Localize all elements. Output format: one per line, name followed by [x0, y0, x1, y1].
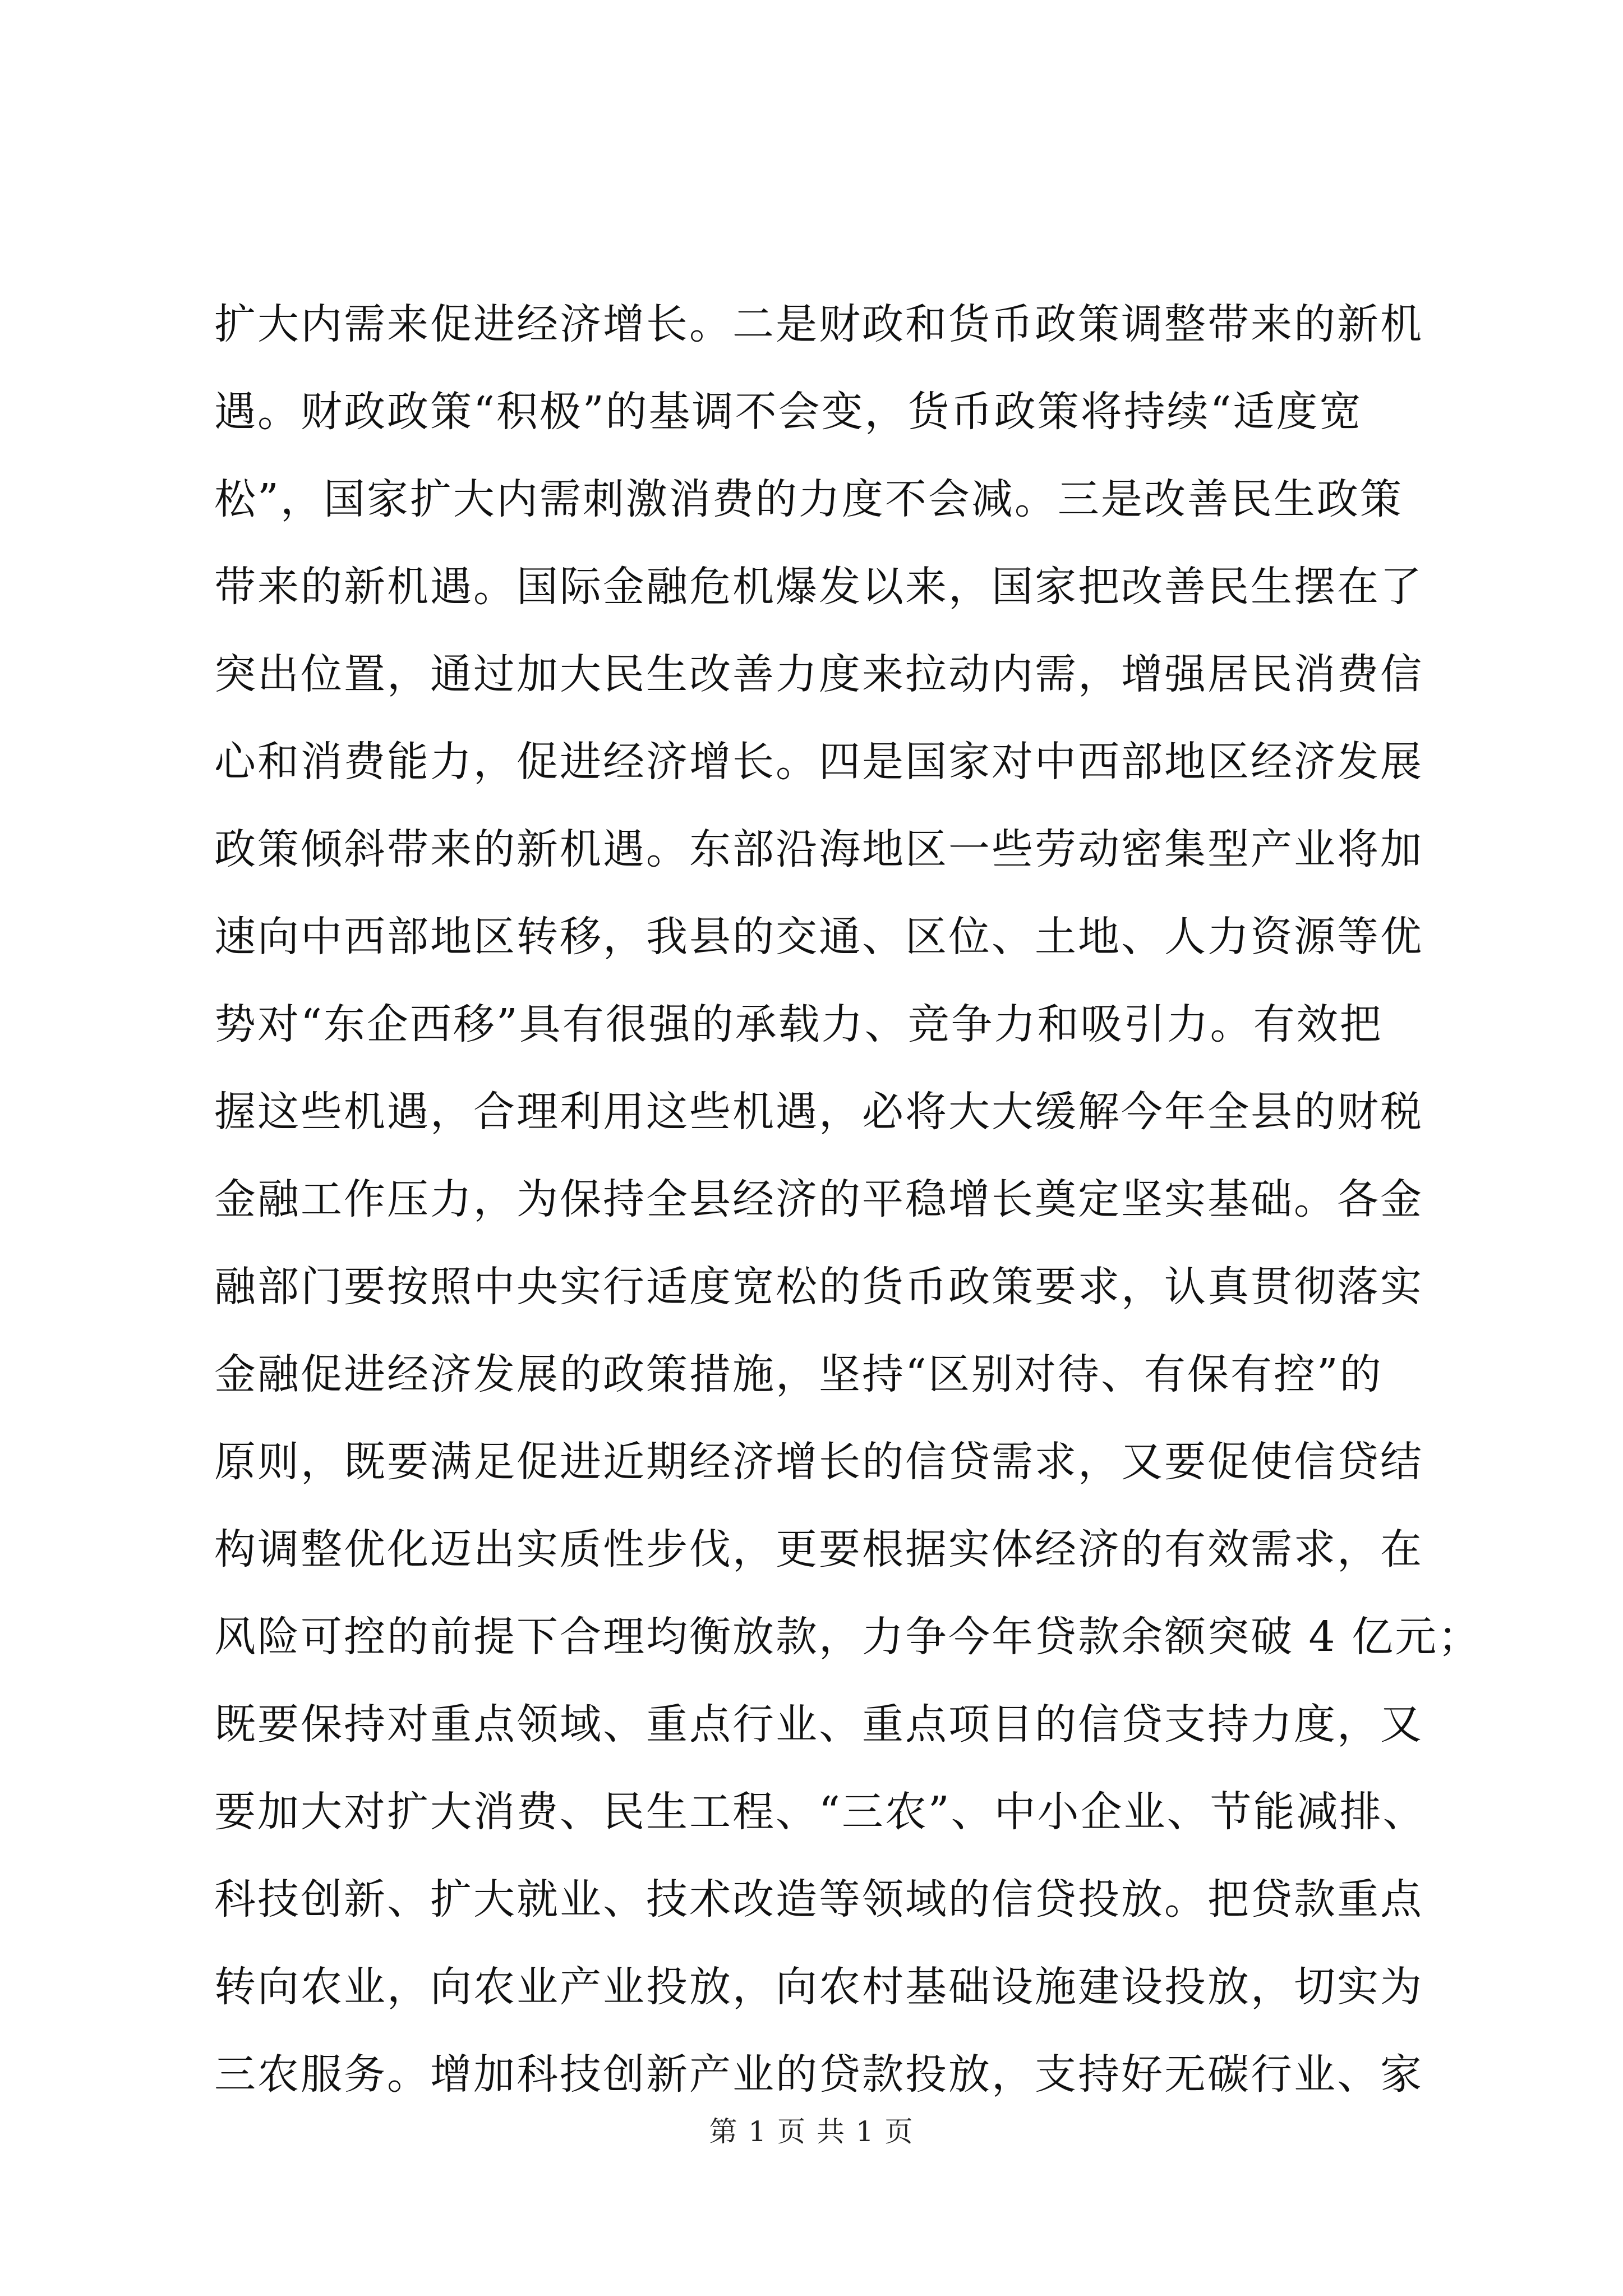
text-line: 速向中西部地区转移，我县的交通、区位、土地、人力资源等优 — [214, 913, 1423, 961]
text-line: 松”，国家扩大内需刺激消费的力度不会减。三是改善民生政策 — [214, 475, 1403, 523]
text-line: 金融工作压力，为保持全县经济的平稳增长奠定坚实基础。各金 — [214, 1175, 1423, 1223]
text-line: 既要保持对重点领域、重点行业、重点项目的信贷支持力度，又 — [214, 1700, 1423, 1749]
text-line: 势对“东企西移”具有很强的承载力、竞争力和吸引力。有效把 — [214, 1000, 1383, 1048]
page-number-footer: 第 1 页 共 1 页 — [709, 2115, 914, 2148]
text-line: 政策倾斜带来的新机遇。东部沿海地区一些劳动密集型产业将加 — [214, 825, 1423, 873]
text-line: 金融促进经济发展的政策措施，坚持“区别对待、有保有控”的 — [214, 1350, 1383, 1398]
text-line: 扩大内需来促进经济增长。二是财政和货币政策调整带来的新机 — [214, 300, 1423, 348]
text-line: 带来的新机遇。国际金融危机爆发以来，国家把改善民生摆在了 — [214, 563, 1423, 611]
text-line: 原则，既要满足促进近期经济增长的信贷需求，又要促使信贷结 — [214, 1438, 1423, 1486]
text-line: 风险可控的前提下合理均衡放款，力争今年贷款余额突破 4 亿元； — [214, 1613, 1482, 1661]
text-line: 心和消费能力，促进经济增长。四是国家对中西部地区经济发展 — [214, 738, 1423, 786]
text-line: 握这些机遇，合理利用这些机遇，必将大大缓解今年全县的财税 — [214, 1088, 1423, 1136]
text-line: 科技创新、扩大就业、技术改造等领域的信贷投放。把贷款重点 — [214, 1875, 1423, 1924]
text-line: 转向农业，向农业产业投放，向农村基础设施建设投放，切实为 — [214, 1963, 1423, 2011]
text-line: 突出位置，通过加大民生改善力度来拉动内需，增强居民消费信 — [214, 650, 1423, 698]
text-line: 融部门要按照中央实行适度宽松的货币政策要求，认真贯彻落实 — [214, 1263, 1423, 1311]
text-line: 遇。财政政策“积极”的基调不会变，货币政策将持续“适度宽 — [214, 388, 1363, 436]
body-paragraph — [214, 280, 1482, 2118]
text-line: 三农服务。增加科技创新产业的贷款投放，支持好无碳行业、家 — [214, 2050, 1423, 2099]
text-line: 构调整优化迈出实质性步伐，更要根据实体经济的有效需求，在 — [214, 1525, 1423, 1573]
text-line: 要加大对扩大消费、民生工程、“三农”、中小企业、节能减排、 — [214, 1788, 1426, 1836]
